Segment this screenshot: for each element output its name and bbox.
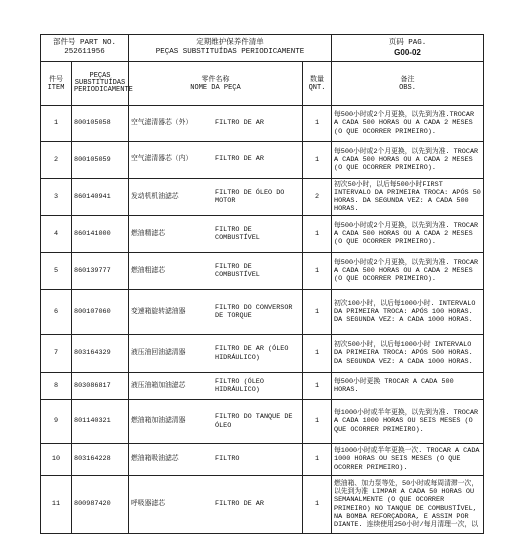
part-name-pt: FILTRO DE COMBUSTÍVEL [215,225,260,242]
part-name-cn: 变速箱旋转滤油器 [131,307,186,316]
observation: 初次500小时，以后每1000小时 INTERVALO DA PRIMEIRA TROCA: APÓS 500 HORAS. DA SEGUNDA VEZ: A CADA 1000 HORAS. [332,335,484,373]
page-cell [332,35,484,62]
table-row [41,290,484,335]
part-name-cn: 空气滤清器芯（内） [131,155,193,164]
part-name [129,142,303,179]
col-qnt-cn: 数量 [310,75,325,84]
col-name-pt: NOME DA PEÇA [190,83,241,92]
part-name-pt: FILTRO DE ÓLEO DO MOTOR [215,188,285,205]
col-obs [332,62,484,106]
part-name-pt: FILTRO [215,454,240,463]
part-number: 803164329 [72,335,129,373]
observation: 每500小时或2个月更换，以先到为准.TROCAR A CADA 500 HORAS OU A CADA 2 MESES (O QUE OCORRER PRIMEIRO). [332,106,484,142]
quantity: 1 [303,106,332,142]
table-row [41,106,484,142]
table-row [41,400,484,444]
part-name-cn: 液压油回油滤清器 [131,349,186,358]
part-name-pt: FILTRO DE COMBUSTÍVEL [215,262,260,279]
quantity: 1 [303,476,332,534]
parts-document [40,34,483,534]
item-number: 1 [41,106,72,142]
part-name-cn: 燃油箱加油滤清器 [131,417,186,426]
header-row [41,35,484,62]
part-name-cn: 空气滤清器芯（外） [131,118,193,127]
table-row [41,253,484,290]
title-cell [129,35,332,62]
item-number: 6 [41,290,72,335]
col-part: PEÇAS SUBSTITUÍDAS PERIODICAMENTE [72,62,129,106]
table-row [41,373,484,400]
part-number: 801140321 [72,400,129,444]
table-row [41,444,484,476]
page-value: G00-02 [394,48,421,57]
part-number: 800987420 [72,476,129,534]
quantity: 1 [303,444,332,476]
observation: 每1000小时或半年更换一次. TROCAR A CADA 1000 HORAS OU SEIS MESES (O QUE OCORRER PRIMEIRO). [332,444,484,476]
quantity: 1 [303,216,332,253]
part-name-pt: FILTRO DE AR (ÓLEO HIDRÁULICO) [215,345,289,362]
part-name-cn: 呼吸器滤芯 [131,499,165,508]
part-name [129,216,303,253]
part-number: 800105058 [72,106,129,142]
part-name [129,476,303,534]
col-qnt-pt: QNT. [308,83,326,92]
table-row [41,476,484,534]
item-number: 8 [41,373,72,400]
col-item-en: ITEM [47,83,65,92]
col-obs-cn: 备注 [400,75,415,84]
part-name-pt: FILTRO DE AR [215,118,264,127]
part-name-cn: 燃油精滤芯 [131,229,165,238]
part-no-label: 部件号 PART NO. [53,39,117,47]
part-number: 860140941 [72,179,129,216]
col-name [129,62,303,106]
col-obs-pt: OBS. [399,83,416,92]
part-name-pt: FILTRO DO TANQUE DE ÓLEO [215,413,293,430]
item-number: 4 [41,216,72,253]
item-number: 2 [41,142,72,179]
part-name [129,444,303,476]
table-row [41,216,484,253]
page-label: 页码 PAG. [388,39,427,47]
col-item-cn: 件号 [49,75,63,84]
part-number: 803086817 [72,373,129,400]
part-name-cn: 燃油箱吸油滤芯 [131,454,179,463]
part-name [129,290,303,335]
item-number: 5 [41,253,72,290]
item-number: 11 [41,476,72,534]
table-row [41,179,484,216]
part-number: 800107060 [72,290,129,335]
item-number: 7 [41,335,72,373]
observation: 每500小时或2个月更换，以先到为准. TROCAR A CADA 500 HORAS OU A CADA 2 MESES (O QUE OCORRER PRIMEIRO). [332,216,484,253]
quantity: 1 [303,400,332,444]
part-number: 800105059 [72,142,129,179]
observation: 每1000小时或半年更换，以先到为准. TROCAR A CADA 1000 HORAS OU SEIS MESES (O QUE OCORRER PRIMEIRO). [332,400,484,444]
quantity: 1 [303,290,332,335]
part-name-cn: 液压油箱加油滤芯 [131,381,186,390]
quantity: 2 [303,179,332,216]
part-name [129,106,303,142]
quantity: 1 [303,335,332,373]
table-row [41,335,484,373]
observation: 燃油箱、加力泵等处，50小时或每周清滞一次，以先到为准 LIMPAR A CADA 50 HORAS OU SEMANALMENTE (O QUE OCORRER PRIMEIRO) NO TANQUE DE COMBUSTÍVEL, NA BOMBA REFORÇADORA, E ASSIM POR DIANTE. 连续使用250小时/每月清理一次，以 [332,476,484,534]
observation: 初次50小时，以后每500小时FIRST INTERVALO DA PRIMEIRA TROCA: APÓS 50 HORAS. DA SEGUNDA VEZ: A CADA 500 HORAS. [332,179,484,216]
quantity: 1 [303,142,332,179]
part-number: 860139777 [72,253,129,290]
part-name [129,373,303,400]
part-name [129,335,303,373]
part-number: 860141000 [72,216,129,253]
part-name [129,253,303,290]
part-name-pt: FILTRO DE AR [215,499,264,508]
observation: 每500小时更换 TROCAR A CADA 500 HORAS. [332,373,484,400]
col-name-cn: 零件名称 [201,75,230,84]
part-name-cn: 发动机机油滤芯 [131,192,179,201]
observation: 每500小时或2个月更换，以先到为准. TROCAR A CADA 500 HORAS OU A CADA 2 MESES (O QUE OCORRER PRIMEIRO). [332,142,484,179]
part-name [129,400,303,444]
part-name-pt: FILTRO DE AR [215,155,264,164]
title-pt: PEÇAS SUBSTITUÍDAS PERIODICAMENTE [155,48,305,56]
part-name-pt: FILTRO (ÓLEO HIDRÁULICO) [215,377,264,394]
part-number: 803164228 [72,444,129,476]
part-name [129,179,303,216]
col-qnt [303,62,332,106]
col-item [41,62,72,106]
table-row [41,142,484,179]
quantity: 1 [303,253,332,290]
parts-table [40,34,484,534]
column-header-row [41,62,484,106]
item-number: 3 [41,179,72,216]
part-name-cn: 燃油粗滤芯 [131,266,165,275]
title-cn: 定期维护保养件清单 [196,39,264,47]
observation: 每500小时或2个月更换，以先到为准. TROCAR A CADA 500 HORAS OU A CADA 2 MESES (O QUE OCORRER PRIMEIRO). [332,253,484,290]
item-number: 9 [41,400,72,444]
item-number: 10 [41,444,72,476]
quantity: 1 [303,373,332,400]
observation: 初次100小时，以后每1000小时. INTERVALO DA PRIMEIRA TROCA: APÓS 100 HORAS. DA SEGUNDA VEZ: A CADA 1000 HORAS. [332,290,484,335]
part-name-pt: FILTRO DO CONVERSOR DE TORQUE [215,303,293,320]
part-no-value: 252611956 [64,48,105,56]
part-number-cell [41,35,129,62]
